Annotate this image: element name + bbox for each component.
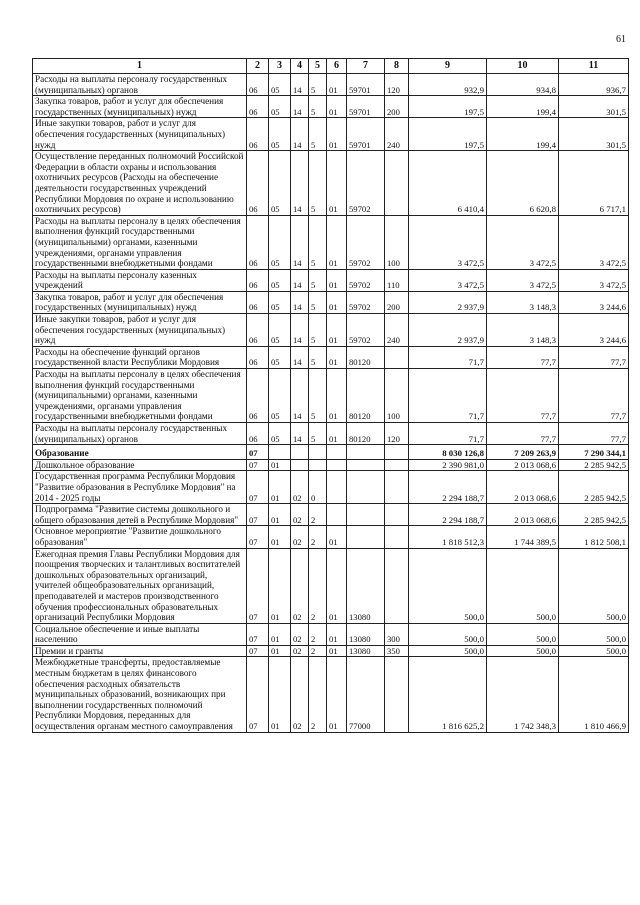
code-section: 07: [247, 645, 269, 657]
code-event: 01: [327, 96, 347, 118]
code-subprogram: 5: [309, 314, 327, 347]
code-program: 02: [291, 548, 309, 623]
value-col-9: 3 472,5: [409, 269, 487, 291]
value-col-11: 301,5: [559, 96, 629, 118]
value-col-11: 77,7: [559, 369, 629, 423]
code-expense-type: 100: [385, 215, 409, 269]
value-col-9: 197,5: [409, 118, 487, 151]
code-section: 06: [247, 314, 269, 347]
value-col-11: 500,0: [559, 623, 629, 645]
value-col-10: 500,0: [487, 645, 559, 657]
row-name: Расходы на выплаты персоналу государственных (муниципальных) органов: [33, 423, 247, 445]
value-col-10: 3 472,5: [487, 215, 559, 269]
code-expense-type: [385, 657, 409, 732]
code-expense-type: [385, 526, 409, 548]
column-header: 2: [247, 59, 269, 74]
code-program: 14: [291, 74, 309, 96]
code-event: 01: [327, 74, 347, 96]
code-direction: 13080: [347, 548, 385, 623]
code-subsection: 01: [269, 459, 291, 471]
row-name: Иные закупки товаров, работ и услуг для обеспечения государственных (муниципальных) нужд: [33, 118, 247, 151]
code-subprogram: 2: [309, 645, 327, 657]
code-event: 01: [327, 291, 347, 313]
code-direction: 59702: [347, 215, 385, 269]
code-section: 07: [247, 623, 269, 645]
value-col-10: 199,4: [487, 118, 559, 151]
code-event: [327, 459, 347, 471]
table-row: [33, 526, 629, 548]
code-direction: 77000: [347, 657, 385, 732]
code-subprogram: 5: [309, 269, 327, 291]
value-col-9: 500,0: [409, 645, 487, 657]
code-subsection: 05: [269, 291, 291, 313]
code-program: 02: [291, 657, 309, 732]
code-section: 07: [247, 471, 269, 504]
code-event: [327, 445, 347, 460]
code-section: 06: [247, 423, 269, 445]
table-row: [33, 151, 629, 216]
code-subprogram: 0: [309, 471, 327, 504]
code-subsection: 01: [269, 623, 291, 645]
code-subsection: 01: [269, 645, 291, 657]
value-col-9: 8 030 126,8: [409, 445, 487, 460]
value-col-11: 301,5: [559, 118, 629, 151]
code-expense-type: [385, 459, 409, 471]
code-event: 01: [327, 314, 347, 347]
code-subprogram: 2: [309, 504, 327, 526]
table-row: [33, 459, 629, 471]
value-col-11: 77,7: [559, 346, 629, 368]
code-subprogram: [309, 459, 327, 471]
code-event: 01: [327, 346, 347, 368]
row-name: Ежегодная премия Главы Республики Мордовия для поощрения творческих и талантливых воспитателей дошкольных образовательных организаций, учителей общеобразовательных организаций, преподавателей и мастеров производственного обучения профессиональных образовательных организаций Республики Мордовия: [33, 548, 247, 623]
value-col-10: 77,7: [487, 369, 559, 423]
code-expense-type: [385, 445, 409, 460]
value-col-10: 2 013 068,6: [487, 471, 559, 504]
value-col-9: 197,5: [409, 96, 487, 118]
row-name: Подпрограмма "Развитие системы дошкольного и общего образования детей в Республике Мордовия": [33, 504, 247, 526]
code-subprogram: 5: [309, 96, 327, 118]
row-name: Иные закупки товаров, работ и услуг для обеспечения государственных (муниципальных) нужд: [33, 314, 247, 347]
code-program: 14: [291, 423, 309, 445]
code-expense-type: 240: [385, 314, 409, 347]
code-section: 06: [247, 369, 269, 423]
value-col-9: 2 294 188,7: [409, 471, 487, 504]
code-section: 07: [247, 526, 269, 548]
code-expense-type: 100: [385, 369, 409, 423]
code-direction: 13080: [347, 645, 385, 657]
code-direction: 80120: [347, 346, 385, 368]
value-col-11: 3 472,5: [559, 215, 629, 269]
table-row: [33, 96, 629, 118]
table-row: [33, 291, 629, 313]
code-direction: 59702: [347, 291, 385, 313]
code-expense-type: 120: [385, 423, 409, 445]
code-section: 06: [247, 291, 269, 313]
code-subprogram: 2: [309, 623, 327, 645]
code-subprogram: 2: [309, 526, 327, 548]
value-col-9: 1 816 625,2: [409, 657, 487, 732]
value-col-11: 2 285 942,5: [559, 459, 629, 471]
code-program: [291, 459, 309, 471]
code-subsection: 01: [269, 471, 291, 504]
code-section: 06: [247, 215, 269, 269]
code-expense-type: 110: [385, 269, 409, 291]
code-event: 01: [327, 526, 347, 548]
code-subprogram: 5: [309, 215, 327, 269]
code-program: 02: [291, 526, 309, 548]
code-subprogram: [309, 445, 327, 460]
code-subsection: 01: [269, 526, 291, 548]
value-col-10: 2 013 068,6: [487, 504, 559, 526]
value-col-9: 932,9: [409, 74, 487, 96]
code-subsection: 05: [269, 269, 291, 291]
code-direction: 13080: [347, 623, 385, 645]
code-expense-type: 120: [385, 74, 409, 96]
table-row: [33, 369, 629, 423]
value-col-10: 3 148,3: [487, 314, 559, 347]
row-name: Расходы на обеспечение функций органов государственной власти Республики Мордовия: [33, 346, 247, 368]
code-subprogram: 5: [309, 291, 327, 313]
code-section: 06: [247, 74, 269, 96]
value-col-11: 500,0: [559, 548, 629, 623]
column-header: 11: [559, 59, 629, 74]
table-row: [33, 471, 629, 504]
table-row: [33, 118, 629, 151]
column-header: 3: [269, 59, 291, 74]
value-col-9: 500,0: [409, 548, 487, 623]
code-program: 02: [291, 645, 309, 657]
value-col-11: 3 472,5: [559, 269, 629, 291]
code-event: 01: [327, 215, 347, 269]
column-header: 1: [33, 59, 247, 74]
code-subsection: 05: [269, 151, 291, 216]
value-col-10: 1 744 389,5: [487, 526, 559, 548]
code-direction: 59701: [347, 118, 385, 151]
code-program: 14: [291, 96, 309, 118]
table-row: [33, 314, 629, 347]
value-col-11: 1 812 508,1: [559, 526, 629, 548]
value-col-11: 6 717,1: [559, 151, 629, 216]
code-event: [327, 504, 347, 526]
value-col-11: 1 810 466,9: [559, 657, 629, 732]
table-body: [33, 74, 629, 733]
code-event: 01: [327, 423, 347, 445]
value-col-9: 2 390 981,0: [409, 459, 487, 471]
value-col-11: 2 285 942,5: [559, 504, 629, 526]
row-name: Образование: [33, 445, 247, 460]
row-name: Расходы на выплаты персоналу в целях обеспечения выполнения функций государственными (муниципальными) органами, казенными учреждениями, органами управления государственными внебюджетными фондами: [33, 369, 247, 423]
code-event: 01: [327, 623, 347, 645]
table-row: [33, 548, 629, 623]
value-col-11: 7 290 344,1: [559, 445, 629, 460]
code-subprogram: 5: [309, 369, 327, 423]
code-subsection: 05: [269, 314, 291, 347]
table-row: [33, 623, 629, 645]
code-direction: 80120: [347, 423, 385, 445]
code-direction: [347, 471, 385, 504]
code-subprogram: 5: [309, 423, 327, 445]
code-expense-type: [385, 471, 409, 504]
code-direction: [347, 504, 385, 526]
row-name: Закупка товаров, работ и услуг для обеспечения государственных (муниципальных) нужд: [33, 291, 247, 313]
row-name: Основное мероприятие "Развитие дошкольного образования": [33, 526, 247, 548]
value-col-10: 500,0: [487, 548, 559, 623]
code-program: 14: [291, 314, 309, 347]
code-program: [291, 445, 309, 460]
value-col-10: 2 013 068,6: [487, 459, 559, 471]
code-event: 01: [327, 645, 347, 657]
value-col-10: 77,7: [487, 423, 559, 445]
code-subsection: 01: [269, 657, 291, 732]
table-row: [33, 504, 629, 526]
code-expense-type: [385, 151, 409, 216]
code-subsection: 05: [269, 423, 291, 445]
value-col-9: 1 818 512,3: [409, 526, 487, 548]
code-program: 14: [291, 369, 309, 423]
column-header: 5: [309, 59, 327, 74]
code-section: 07: [247, 548, 269, 623]
code-subsection: 05: [269, 215, 291, 269]
code-direction: [347, 445, 385, 460]
code-section: 06: [247, 96, 269, 118]
code-direction: 59701: [347, 96, 385, 118]
value-col-11: 500,0: [559, 645, 629, 657]
code-expense-type: 350: [385, 645, 409, 657]
code-program: 02: [291, 504, 309, 526]
code-subprogram: 5: [309, 151, 327, 216]
value-col-10: 7 209 263,9: [487, 445, 559, 460]
value-col-11: 936,7: [559, 74, 629, 96]
code-subsection: 05: [269, 96, 291, 118]
code-event: [327, 471, 347, 504]
column-header: 6: [327, 59, 347, 74]
value-col-10: 199,4: [487, 96, 559, 118]
code-direction: 59701: [347, 74, 385, 96]
code-expense-type: [385, 548, 409, 623]
code-subsection: 05: [269, 118, 291, 151]
column-header: 9: [409, 59, 487, 74]
code-subsection: [269, 445, 291, 460]
value-col-10: 934,8: [487, 74, 559, 96]
code-expense-type: 200: [385, 291, 409, 313]
value-col-9: 71,7: [409, 423, 487, 445]
table-row: [33, 215, 629, 269]
row-name: Расходы на выплаты персоналу в целях обеспечения выполнения функций государственными (муниципальными) органами, казенными учреждениями, органами управления государственными внебюджетными фондами: [33, 215, 247, 269]
code-direction: 59702: [347, 269, 385, 291]
row-name: Социальное обеспечение и иные выплаты населению: [33, 623, 247, 645]
code-program: 14: [291, 346, 309, 368]
code-subprogram: 5: [309, 346, 327, 368]
code-subprogram: 5: [309, 118, 327, 151]
code-expense-type: [385, 504, 409, 526]
code-subsection: 05: [269, 369, 291, 423]
value-col-9: 3 472,5: [409, 215, 487, 269]
code-event: 01: [327, 151, 347, 216]
code-subsection: 01: [269, 504, 291, 526]
code-section: 07: [247, 504, 269, 526]
row-name: Расходы на выплаты персоналу казенных учреждений: [33, 269, 247, 291]
value-col-9: 500,0: [409, 623, 487, 645]
column-header: 10: [487, 59, 559, 74]
table-row: [33, 269, 629, 291]
table-row: [33, 645, 629, 657]
row-name: Дошкольное образование: [33, 459, 247, 471]
code-section: 06: [247, 346, 269, 368]
code-expense-type: 300: [385, 623, 409, 645]
code-program: 14: [291, 269, 309, 291]
row-name: Осуществление переданных полномочий Российской Федерации в области охраны и использования охотничьих ресурсов (Расходы на обеспечение деятельности государственных учреждений Республики Мордовия по охране и использованию охотничьих ресурсов): [33, 151, 247, 216]
value-col-10: 1 742 348,3: [487, 657, 559, 732]
code-section: 06: [247, 118, 269, 151]
code-section: 06: [247, 269, 269, 291]
code-expense-type: 240: [385, 118, 409, 151]
column-header: 8: [385, 59, 409, 74]
code-event: 01: [327, 369, 347, 423]
value-col-10: 500,0: [487, 623, 559, 645]
code-expense-type: 200: [385, 96, 409, 118]
code-subprogram: 5: [309, 74, 327, 96]
code-section: 06: [247, 151, 269, 216]
value-col-11: 77,7: [559, 423, 629, 445]
code-subsection: 05: [269, 74, 291, 96]
code-subsection: 05: [269, 346, 291, 368]
code-direction: 59702: [347, 151, 385, 216]
code-expense-type: [385, 346, 409, 368]
code-direction: [347, 459, 385, 471]
code-event: 01: [327, 118, 347, 151]
code-program: 14: [291, 215, 309, 269]
value-col-10: 77,7: [487, 346, 559, 368]
code-subprogram: 2: [309, 657, 327, 732]
row-name: Закупка товаров, работ и услуг для обеспечения государственных (муниципальных) нужд: [33, 96, 247, 118]
code-subsection: 01: [269, 548, 291, 623]
value-col-9: 71,7: [409, 346, 487, 368]
page-number: 61: [616, 34, 626, 45]
table-row: [33, 423, 629, 445]
code-direction: 59702: [347, 314, 385, 347]
value-col-9: 71,7: [409, 369, 487, 423]
table-header-row: [33, 59, 629, 74]
value-col-11: 3 244,6: [559, 291, 629, 313]
code-section: 07: [247, 459, 269, 471]
code-program: 14: [291, 151, 309, 216]
value-col-10: 3 472,5: [487, 269, 559, 291]
code-program: 14: [291, 291, 309, 313]
code-direction: [347, 526, 385, 548]
code-direction: 80120: [347, 369, 385, 423]
value-col-11: 2 285 942,5: [559, 471, 629, 504]
value-col-10: 6 620,8: [487, 151, 559, 216]
budget-table: [32, 58, 629, 733]
code-program: 02: [291, 471, 309, 504]
row-name: Межбюджетные трансферты, предоставляемые местным бюджетам в целях финансового обеспечения расходных обязательств муниципальных образований, возникающих при выполнении государственных полномочий Республики Мордовия, переданных для осуществления органам местного самоуправления: [33, 657, 247, 732]
value-col-11: 3 244,6: [559, 314, 629, 347]
value-col-9: 2 937,9: [409, 291, 487, 313]
table-row: [33, 74, 629, 96]
row-name: Государственная программа Республики Мордовия "Развитие образования в Республике Мордовия" на 2014 - 2025 годы: [33, 471, 247, 504]
table-row: [33, 657, 629, 732]
code-event: 01: [327, 657, 347, 732]
row-name: Премии и гранты: [33, 645, 247, 657]
code-section: 07: [247, 445, 269, 460]
value-col-9: 6 410,4: [409, 151, 487, 216]
table-row: [33, 346, 629, 368]
column-header: 4: [291, 59, 309, 74]
row-name: Расходы на выплаты персоналу государственных (муниципальных) органов: [33, 74, 247, 96]
code-subprogram: 2: [309, 548, 327, 623]
code-section: 07: [247, 657, 269, 732]
code-program: 14: [291, 118, 309, 151]
column-header: 7: [347, 59, 385, 74]
code-program: 02: [291, 623, 309, 645]
value-col-9: 2 937,9: [409, 314, 487, 347]
table-row: [33, 445, 629, 460]
code-event: 01: [327, 269, 347, 291]
code-event: 01: [327, 548, 347, 623]
value-col-9: 2 294 188,7: [409, 504, 487, 526]
value-col-10: 3 148,3: [487, 291, 559, 313]
